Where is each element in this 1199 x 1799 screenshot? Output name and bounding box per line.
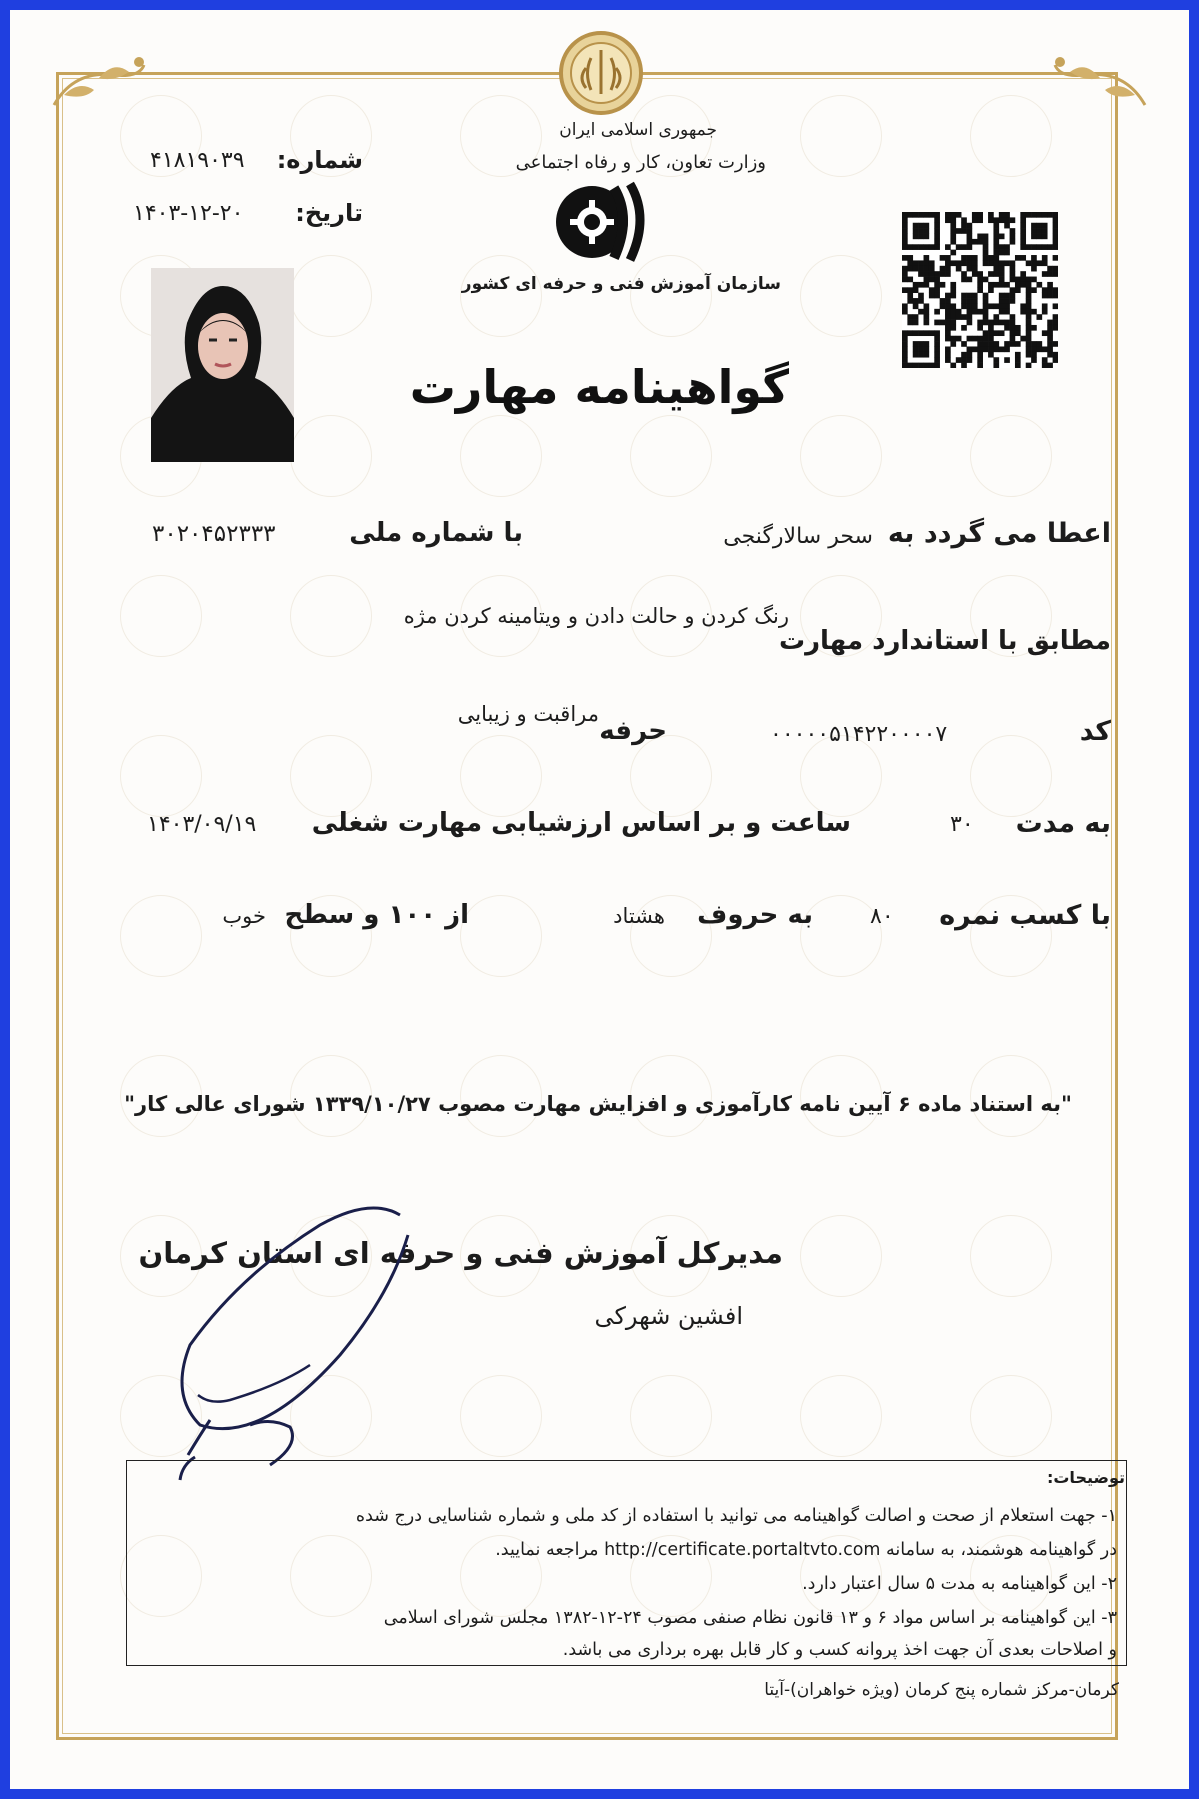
score-label: با کسب نمره bbox=[939, 900, 1111, 931]
level-value: خوب bbox=[222, 904, 266, 928]
qr-code-icon bbox=[902, 212, 1058, 368]
duration-suffix: ساعت و بر اساس ارزشیابی مهارت شغلی bbox=[311, 808, 851, 838]
certificate-title: گواهینامه مهارت bbox=[409, 360, 789, 414]
notes-line-2: در گواهینامه هوشمند، به سامانه http://certificate.portaltvto.com مراجعه نمایید. bbox=[495, 1540, 1117, 1560]
portrait-figure-icon bbox=[151, 268, 294, 462]
standard-value: رنگ کردن و حالت دادن و ویتامینه کردن مژه bbox=[403, 604, 789, 628]
notes-line-1: ۱- جهت استعلام از صحت و اصالت گواهینامه می توانید با استفاده از کد ملی و شماره شناسایی درج شده bbox=[355, 1506, 1117, 1526]
number-label: شماره: bbox=[276, 146, 363, 174]
evaluation-date: ۱۴۰۳/۰۹/۱۹ bbox=[147, 812, 257, 837]
standard-label: مطابق با استاندارد مهارت bbox=[778, 626, 1111, 656]
national-id-label: با شماره ملی bbox=[349, 518, 523, 548]
ministry-name: وزارت تعاون، کار و رفاه اجتماعی bbox=[515, 152, 766, 173]
country-name: جمهوری اسلامی ایران bbox=[559, 120, 717, 140]
organization-name: سازمان آموزش فنی و حرفه ای کشور bbox=[461, 274, 781, 294]
notes-heading: توضیحات: bbox=[1046, 1468, 1125, 1487]
notes-line-3: ۲- این گواهینامه به مدت ۵ سال اعتبار دارد. bbox=[802, 1574, 1117, 1594]
corner-ornament-left-icon bbox=[44, 50, 154, 120]
words-value: هشتاد bbox=[613, 904, 665, 928]
emblem-icon bbox=[556, 28, 646, 118]
words-label: به حروف bbox=[697, 900, 813, 930]
awarded-label: اعطا می گردد به bbox=[887, 518, 1111, 549]
code-value: ۰۰۰۰۰۵۱۴۲۲۰۰۰۰۷ bbox=[770, 722, 948, 747]
score-value: ۸۰ bbox=[870, 904, 894, 929]
trade-label: حرفه bbox=[599, 716, 667, 746]
portrait-photo bbox=[151, 268, 294, 462]
signatory-name: افشین شهرکی bbox=[594, 1302, 743, 1330]
qr-code bbox=[902, 212, 1058, 368]
signatory-title: مدیرکل آموزش فنی و حرفه ای استان کرمان bbox=[138, 1236, 783, 1270]
legal-basis: "به استناد ماده ۶ آیین نامه کارآموزی و افزایش مهارت مصوب ۱۳۳۹/۱۰/۲۷ شورای عالی کار" bbox=[124, 1092, 1072, 1116]
duration-label: به مدت bbox=[1015, 808, 1111, 839]
date-value: ۱۴۰۳-۱۲-۲۰ bbox=[133, 201, 244, 226]
notes-line-4: ۳- این گواهینامه بر اساس مواد ۶ و ۱۳ قانون نظام صنفی مصوب ۲۴-۱۲-۱۳۸۲ مجلس شورای اسلامی bbox=[383, 1608, 1117, 1628]
issuing-center: کرمان-مرکز شماره پنج کرمان (ویژه خواهران)-آیتا bbox=[764, 1680, 1119, 1700]
notes-box bbox=[126, 1460, 1127, 1666]
corner-ornament-right-icon bbox=[1045, 50, 1155, 120]
recipient-name: سحر سالارگنجی bbox=[723, 524, 873, 549]
number-value: ۴۱۸۱۹۰۳۹ bbox=[150, 148, 245, 173]
code-label: کد bbox=[1079, 716, 1111, 747]
duration-value: ۳۰ bbox=[950, 812, 974, 837]
level-label: از ۱۰۰ و سطح bbox=[284, 900, 469, 930]
date-label: تاریخ: bbox=[295, 199, 363, 227]
signature bbox=[140, 1195, 460, 1485]
notes-line-5: و اصلاحات بعدی آن جهت اخذ پروانه کسب و کار قابل بهره برداری می باشد. bbox=[562, 1640, 1117, 1660]
tvto-logo-icon bbox=[552, 178, 652, 264]
trade-value: مراقبت و زیبایی bbox=[457, 702, 599, 726]
national-id-value: ۳۰۲۰۴۵۲۳۳۳ bbox=[152, 521, 276, 547]
